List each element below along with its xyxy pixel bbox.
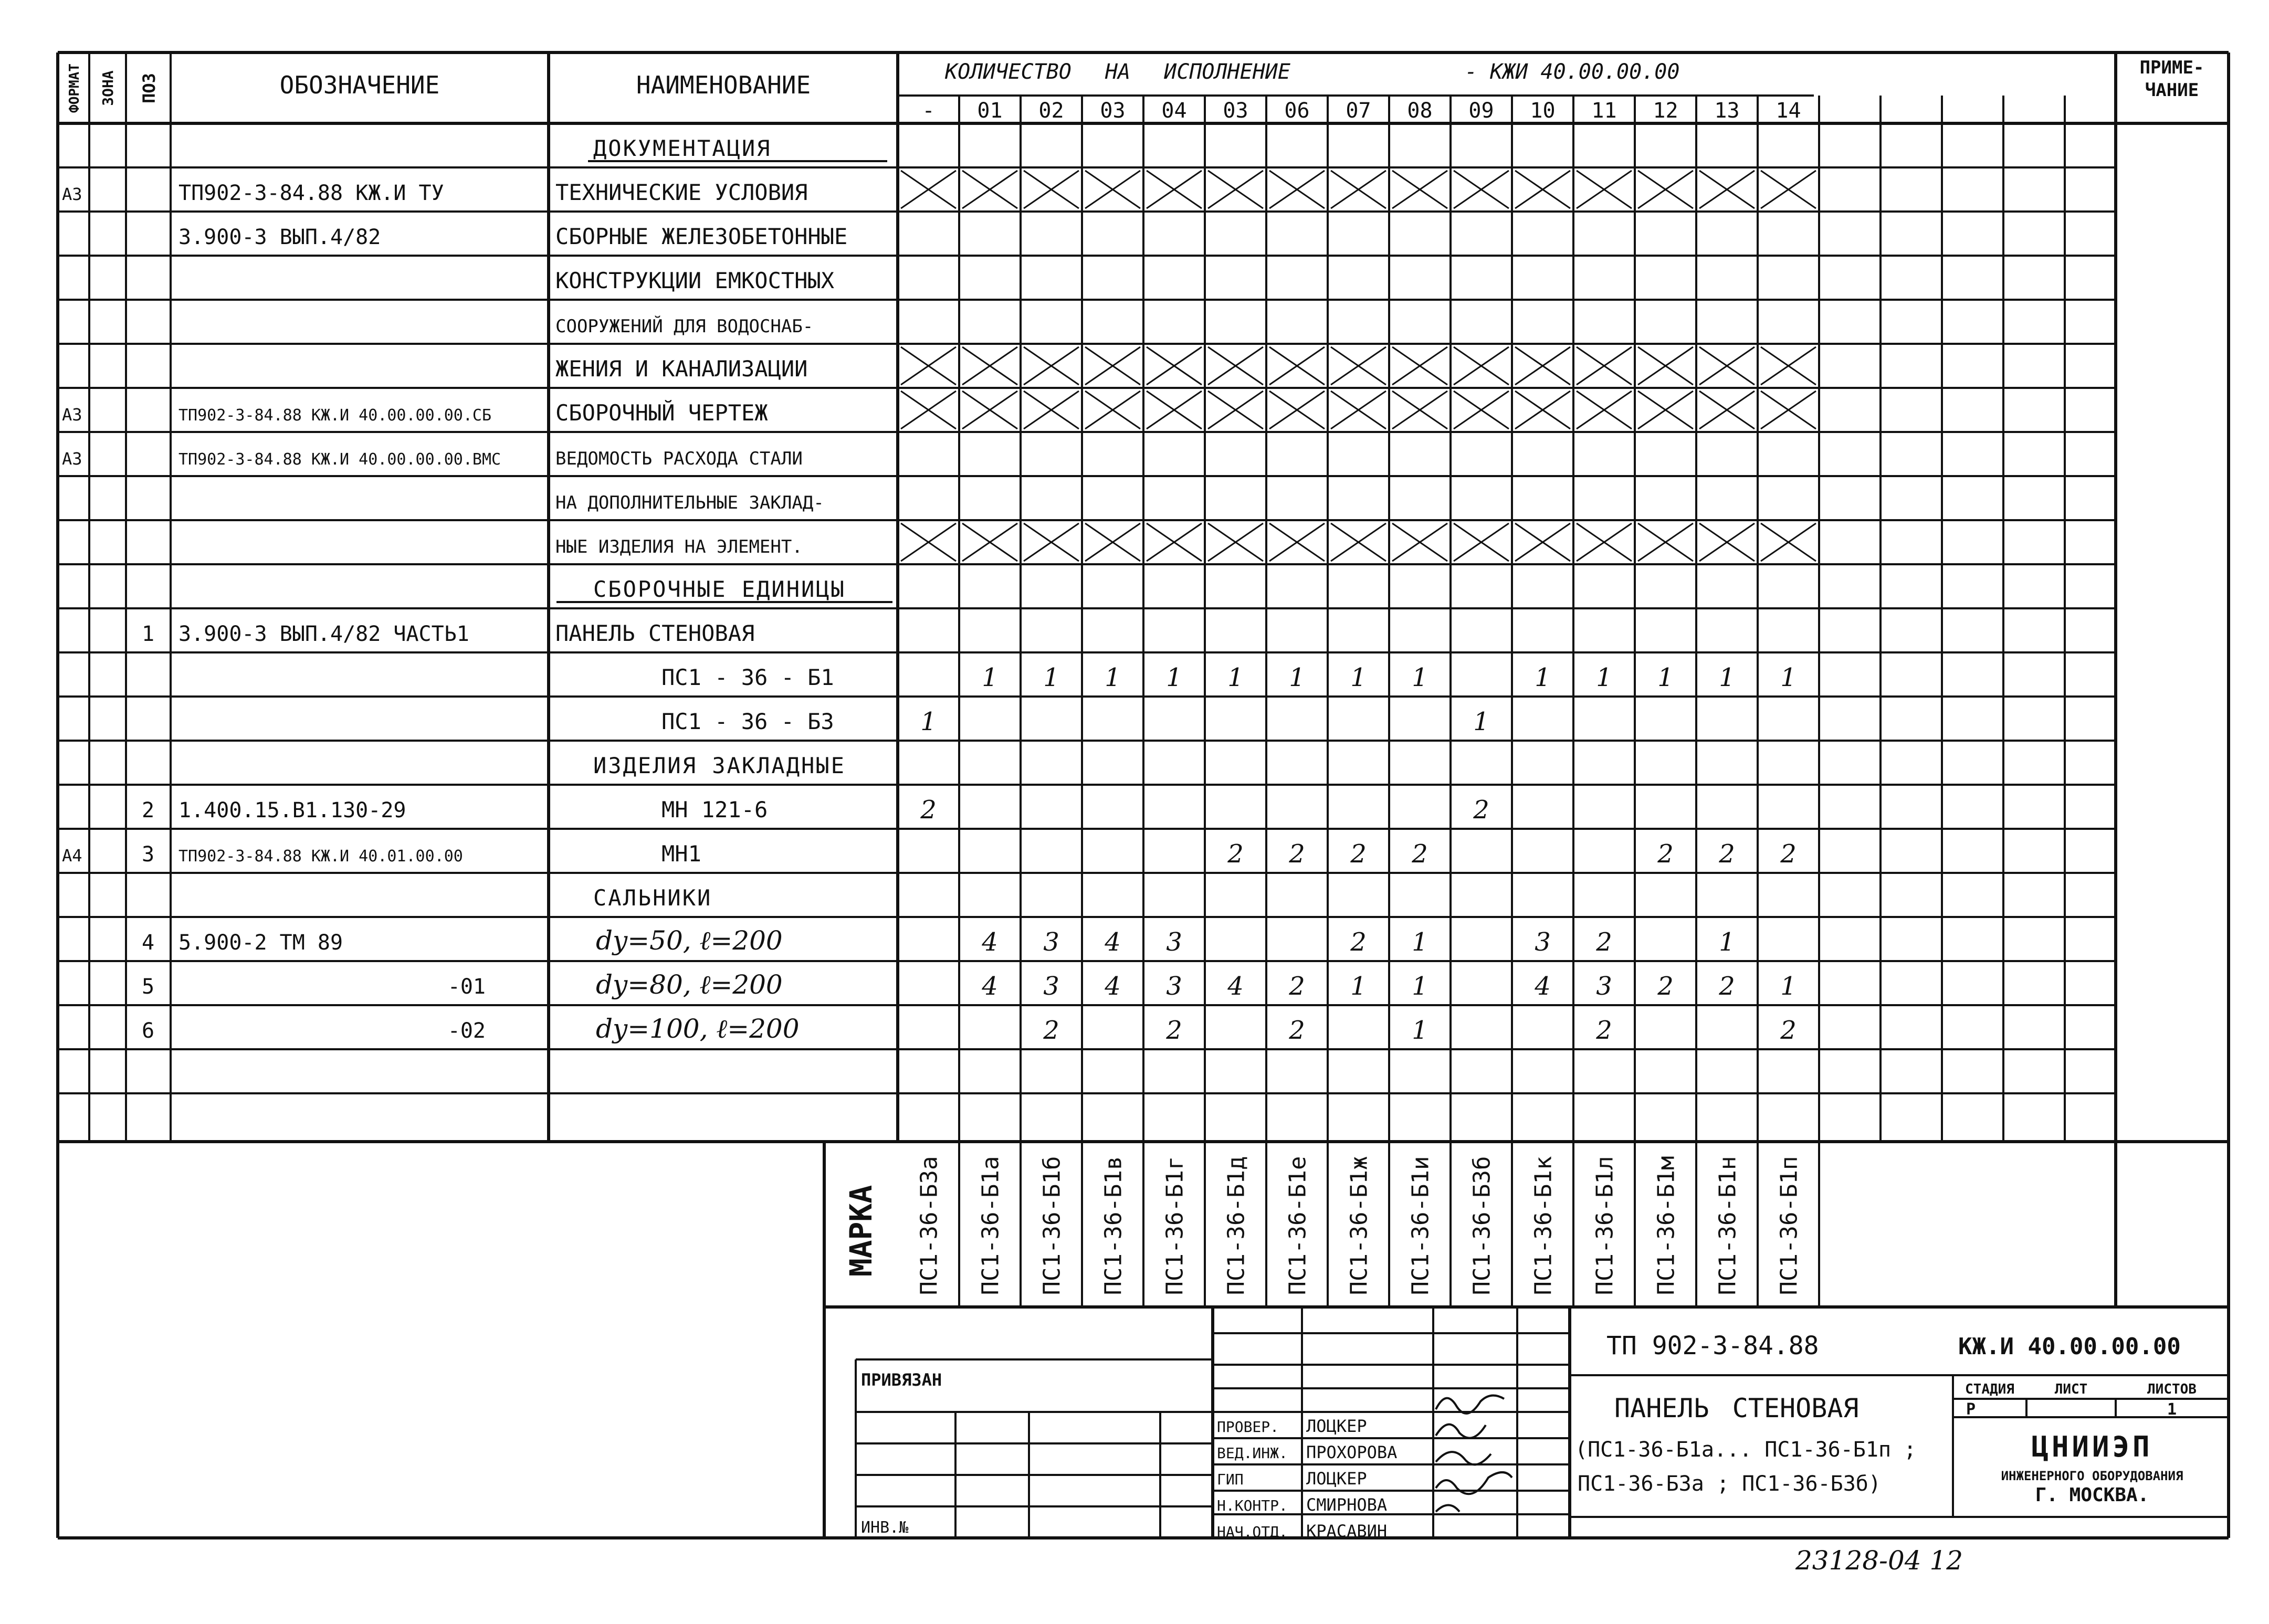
quantity-cell: 2 xyxy=(1780,839,1797,869)
row-pos: 4 xyxy=(141,931,155,955)
row-format: А4 xyxy=(62,846,82,866)
variant-header: 03 xyxy=(1223,99,1248,123)
quantity-cell: 2 xyxy=(920,795,937,825)
row-name: МН 121-6 xyxy=(661,797,768,822)
col-pos-header: ПОЗ xyxy=(139,73,159,103)
row-name: ПС1 - 36 - Б1 xyxy=(661,665,834,690)
quantity-cell: 1 xyxy=(1289,663,1305,692)
quantity-cell: 2 xyxy=(1719,839,1735,869)
mark-label: ПС1-36-Б1г xyxy=(1161,1156,1189,1295)
row-name: МН1 xyxy=(661,841,701,867)
variant-header: - xyxy=(922,99,935,123)
signer-name: ПРОХОРОВА xyxy=(1306,1442,1398,1462)
row-name: ТЕХНИЧЕСКИЕ УСЛОВИЯ xyxy=(555,180,808,205)
quantity-cell: 3 xyxy=(1043,927,1059,957)
row-pos: 2 xyxy=(141,798,155,822)
section-heading: ИЗДЕЛИЯ ЗАКЛАДНЫЕ xyxy=(593,753,846,778)
table-row xyxy=(142,969,1797,1001)
stage-value: Р xyxy=(1966,1400,1976,1419)
table-row xyxy=(593,885,712,911)
quantity-cell: 1 xyxy=(1227,663,1244,692)
variant-header: 04 xyxy=(1161,99,1187,123)
doc-code: КЖ.И 40.00.00.00 xyxy=(1958,1333,2181,1360)
row-pos: 6 xyxy=(141,1019,155,1043)
table-row xyxy=(555,356,807,382)
quantity-cell: 2 xyxy=(1596,1016,1612,1045)
table-row xyxy=(555,268,834,293)
row-name: ВЕДОМОСТЬ РАСХОДА СТАЛИ xyxy=(555,448,803,469)
quantity-cell: 1 xyxy=(1105,663,1121,692)
quantity-cell: 1 xyxy=(1350,663,1367,692)
table-grid xyxy=(58,96,2116,1307)
col-format-header: ФОРМАТ xyxy=(67,64,82,113)
quantity-cell: 2 xyxy=(1289,972,1305,1001)
table-row xyxy=(661,707,1489,736)
table-row xyxy=(142,620,754,646)
role-label: НАЧ.ОТД. xyxy=(1217,1523,1288,1541)
quantity-cell: 2 xyxy=(1350,927,1367,957)
quantity-cell: 3 xyxy=(1043,972,1059,1001)
note-header-line1: ПРИМЕ- xyxy=(2139,57,2204,78)
table-row xyxy=(555,492,824,513)
row-designation: 5.900-2 ТМ 89 xyxy=(178,931,343,955)
row-designation: -01 xyxy=(447,975,486,999)
quantity-cell: 1 xyxy=(1535,663,1551,692)
quantity-cell: 1 xyxy=(1780,972,1797,1001)
sheets-label: ЛИСТОВ xyxy=(2147,1382,2197,1397)
quantity-cell: 1 xyxy=(1473,707,1489,736)
row-designation: 3.900-3 ВЫП.4/82 xyxy=(178,225,381,249)
table-row xyxy=(556,576,892,602)
note-header-line2: ЧАНИЕ xyxy=(2145,80,2199,101)
quantity-cell: 2 xyxy=(1289,1016,1305,1045)
quantity-cell: 2 xyxy=(1412,839,1428,869)
product-title: ПАНЕЛЬ СТЕНОВАЯ xyxy=(1614,1393,1859,1423)
stage-label: СТАДИЯ xyxy=(1965,1382,2014,1397)
signature-roles xyxy=(1217,1416,1397,1541)
quantity-cell: 1 xyxy=(1412,927,1428,957)
quantity-cell: 3 xyxy=(1596,972,1612,1001)
quantity-cell: 1 xyxy=(1719,663,1735,692)
variant-header: 09 xyxy=(1468,99,1494,123)
table-row xyxy=(62,448,803,469)
table-row xyxy=(555,536,803,557)
quantity-cell: 2 xyxy=(1227,839,1244,869)
quantity-cell: 1 xyxy=(1350,972,1367,1001)
quantity-cell: 4 xyxy=(1227,972,1244,1001)
table-row xyxy=(588,135,887,161)
quantity-cell: 4 xyxy=(982,927,998,957)
spec-rows xyxy=(62,135,1797,1045)
row-name: СБОРОЧНЫЙ ЧЕРТЕЖ xyxy=(555,400,768,426)
quantity-cell: 1 xyxy=(1412,663,1428,692)
variant-header: 07 xyxy=(1346,99,1371,123)
row-format: А3 xyxy=(62,184,82,204)
variant-header: 01 xyxy=(977,99,1003,123)
sheet-label: ЛИСТ xyxy=(2054,1382,2088,1397)
row-pos: 1 xyxy=(141,622,155,646)
table-row xyxy=(593,753,846,778)
org-city: Г. МОСКВА. xyxy=(2035,1484,2149,1506)
quantity-cell: 1 xyxy=(1412,1016,1428,1045)
table-row xyxy=(62,399,768,426)
row-designation: 1.400.15.В1.130-29 xyxy=(178,798,406,822)
signer-name: СМИРНОВА xyxy=(1306,1495,1388,1515)
quantity-cell: 2 xyxy=(1350,839,1367,869)
bound-label: ПРИВЯЗАН xyxy=(861,1370,942,1390)
col-zone-header: ЗОНА xyxy=(99,70,117,106)
signer-name: ЛОЦКЕР xyxy=(1306,1416,1367,1436)
variant-header: 10 xyxy=(1530,99,1556,123)
quantity-cell: 4 xyxy=(1535,972,1551,1001)
row-name: dy=100, ℓ=200 xyxy=(596,1014,800,1044)
quantity-cell: 2 xyxy=(1043,1016,1059,1045)
quantity-cell: 2 xyxy=(1780,1016,1797,1045)
row-name: dy=50, ℓ=200 xyxy=(596,925,783,956)
variant-headers xyxy=(922,99,1801,123)
row-format: А3 xyxy=(62,405,82,425)
inv-label: ИНВ.№ xyxy=(861,1518,909,1537)
table-row xyxy=(142,1014,1797,1045)
variant-header: 03 xyxy=(1100,99,1126,123)
quantity-cell: 4 xyxy=(1105,972,1121,1001)
row-name: ПАНЕЛЬ СТЕНОВАЯ xyxy=(555,620,755,646)
quantity-cell: 2 xyxy=(1596,927,1612,957)
row-name: СБОРНЫЕ ЖЕЛЕЗОБЕТОННЫЕ xyxy=(555,224,848,249)
quantity-cell: 1 xyxy=(1166,663,1182,692)
quantity-cell: 1 xyxy=(1780,663,1797,692)
quantity-cell: 2 xyxy=(1166,1016,1182,1045)
variant-header: 11 xyxy=(1591,99,1617,123)
quantity-cell: 3 xyxy=(1166,927,1182,957)
role-label: ПРОВЕР. xyxy=(1217,1418,1279,1436)
mark-label: ПС1-36-Б1ж xyxy=(1346,1156,1373,1295)
row-designation: ТП902-3-84.88 КЖ.И 40.00.00.00.СБ xyxy=(178,406,492,425)
row-designation: ТП902-3-84.88 КЖ.И 40.00.00.00.ВМС xyxy=(178,450,501,469)
row-designation: -02 xyxy=(447,1019,486,1043)
crossed-cells xyxy=(901,171,1816,561)
mark-label: ПС1-36-Б1и xyxy=(1407,1156,1434,1295)
quantity-cell: 3 xyxy=(1166,972,1182,1001)
quantity-cell: 3 xyxy=(1535,927,1551,957)
quantity-cell: 2 xyxy=(1719,972,1735,1001)
signer-name: ЛОЦКЕР xyxy=(1306,1469,1367,1489)
mark-label: ПС1-36-Б1в xyxy=(1100,1156,1127,1295)
quantity-cell: 1 xyxy=(1412,972,1428,1001)
table-row xyxy=(62,180,807,205)
section-heading: САЛЬНИКИ xyxy=(593,885,712,911)
mark-labels xyxy=(916,1156,1803,1295)
row-name: dy=80, ℓ=200 xyxy=(596,969,783,1000)
section-heading: ДОКУМЕНТАЦИЯ xyxy=(593,135,772,161)
row-name: ПС1 - 36 - Б3 xyxy=(661,709,834,734)
quantity-cell: 4 xyxy=(982,972,998,1001)
signer-name: КРАСАВИН xyxy=(1306,1521,1388,1541)
table-row xyxy=(142,795,1489,825)
mark-label: ПС1-36-Б1п xyxy=(1776,1156,1803,1295)
role-label: ГИП xyxy=(1217,1471,1244,1488)
mark-label: ПС1-36-Б1н xyxy=(1714,1156,1741,1295)
mark-label: ПС1-36-Б1д xyxy=(1223,1156,1250,1295)
mark-label: ПС1-36-Б3а xyxy=(916,1156,943,1295)
row-name: НА ДОПОЛНИТЕЛЬНЫЕ ЗАКЛАД- xyxy=(555,492,824,513)
table-row xyxy=(62,839,1797,869)
role-label: ВЕД.ИНЖ. xyxy=(1217,1444,1288,1462)
quantity-cell: 2 xyxy=(1657,972,1674,1001)
quantity-cell: 1 xyxy=(1657,663,1674,692)
quantity-cell: 2 xyxy=(1657,839,1674,869)
product-line3: ПС1-36-Б3а ; ПС1-36-Б3б) xyxy=(1578,1472,1881,1496)
project-code: ТП 902-3-84.88 xyxy=(1606,1331,1819,1361)
quantity-cell: 1 xyxy=(982,663,998,692)
variant-header: 02 xyxy=(1038,99,1064,123)
row-pos: 3 xyxy=(141,842,155,867)
quantity-cell: 1 xyxy=(1043,663,1059,692)
table-row xyxy=(661,663,1797,692)
row-format: А3 xyxy=(62,449,82,469)
row-designation: ТП902-3-84.88 КЖ.И ТУ xyxy=(178,181,444,205)
row-name: КОНСТРУКЦИИ ЕМКОСТНЫХ xyxy=(555,268,835,293)
mark-label: ПС1-36-Б1е xyxy=(1284,1156,1311,1295)
archive-number: 23128-04 12 xyxy=(1795,1545,1963,1576)
table-row xyxy=(142,925,1735,957)
mark-label: ПС1-36-Б1б xyxy=(1038,1156,1066,1295)
role-label: Н.КОНТР. xyxy=(1217,1497,1288,1514)
mark-label: ПС1-36-Б3б xyxy=(1468,1156,1496,1295)
quantity-cell: 1 xyxy=(1596,663,1612,692)
mark-label: ПС1-36-Б1л xyxy=(1591,1156,1619,1295)
variant-header: 06 xyxy=(1284,99,1310,123)
quantity-cell: 2 xyxy=(1473,795,1489,825)
row-designation: ТП902-3-84.88 КЖ.И 40.01.00.00 xyxy=(178,847,463,866)
quantity-cell: 4 xyxy=(1105,927,1121,957)
mark-label: ПС1-36-Б1к xyxy=(1530,1156,1557,1295)
org-line2: ИНЖЕНЕРНОГО ОБОРУДОВАНИЯ xyxy=(2001,1469,2183,1483)
table-row xyxy=(555,315,813,337)
marks-label: МАРКА xyxy=(843,1185,879,1277)
row-name: ЖЕНИЯ И КАНАЛИЗАЦИИ xyxy=(555,356,808,382)
sheets-value: 1 xyxy=(2167,1400,2177,1419)
variant-header: 14 xyxy=(1776,99,1801,123)
quantity-title: КОЛИЧЕСТВО НА ИСПОЛНЕНИЕ xyxy=(945,60,1290,84)
variant-header: 12 xyxy=(1653,99,1678,123)
col-name-header: НАИМЕНОВАНИЕ xyxy=(636,71,811,99)
row-name: СООРУЖЕНИЙ ДЛЯ ВОДОСНАБ- xyxy=(555,316,814,337)
col-designation-header: ОБОЗНАЧЕНИЕ xyxy=(279,71,440,99)
product-line2: (ПС1-36-Б1а... ПС1-36-Б1п ; xyxy=(1575,1438,1917,1462)
org-name: ЦНИИЭП xyxy=(2031,1430,2153,1463)
section-heading: СБОРОЧНЫЕ ЕДИНИЦЫ xyxy=(593,576,846,602)
quantity-cell: 2 xyxy=(1289,839,1305,869)
variant-header: 13 xyxy=(1714,99,1740,123)
row-designation: 3.900-3 ВЫП.4/82 ЧАСТЬ1 xyxy=(178,622,469,646)
mark-label: ПС1-36-Б1а xyxy=(977,1156,1004,1295)
quantity-code: - КЖИ 40.00.00.00 xyxy=(1465,60,1680,84)
quantity-cell: 1 xyxy=(1719,927,1735,957)
row-name: НЫЕ ИЗДЕЛИЯ НА ЭЛЕМЕНТ. xyxy=(555,536,803,557)
mark-label: ПС1-36-Б1м xyxy=(1653,1156,1680,1295)
table-row xyxy=(178,224,847,249)
row-pos: 5 xyxy=(141,975,155,999)
variant-header: 08 xyxy=(1407,99,1433,123)
quantity-cell: 1 xyxy=(920,707,937,736)
